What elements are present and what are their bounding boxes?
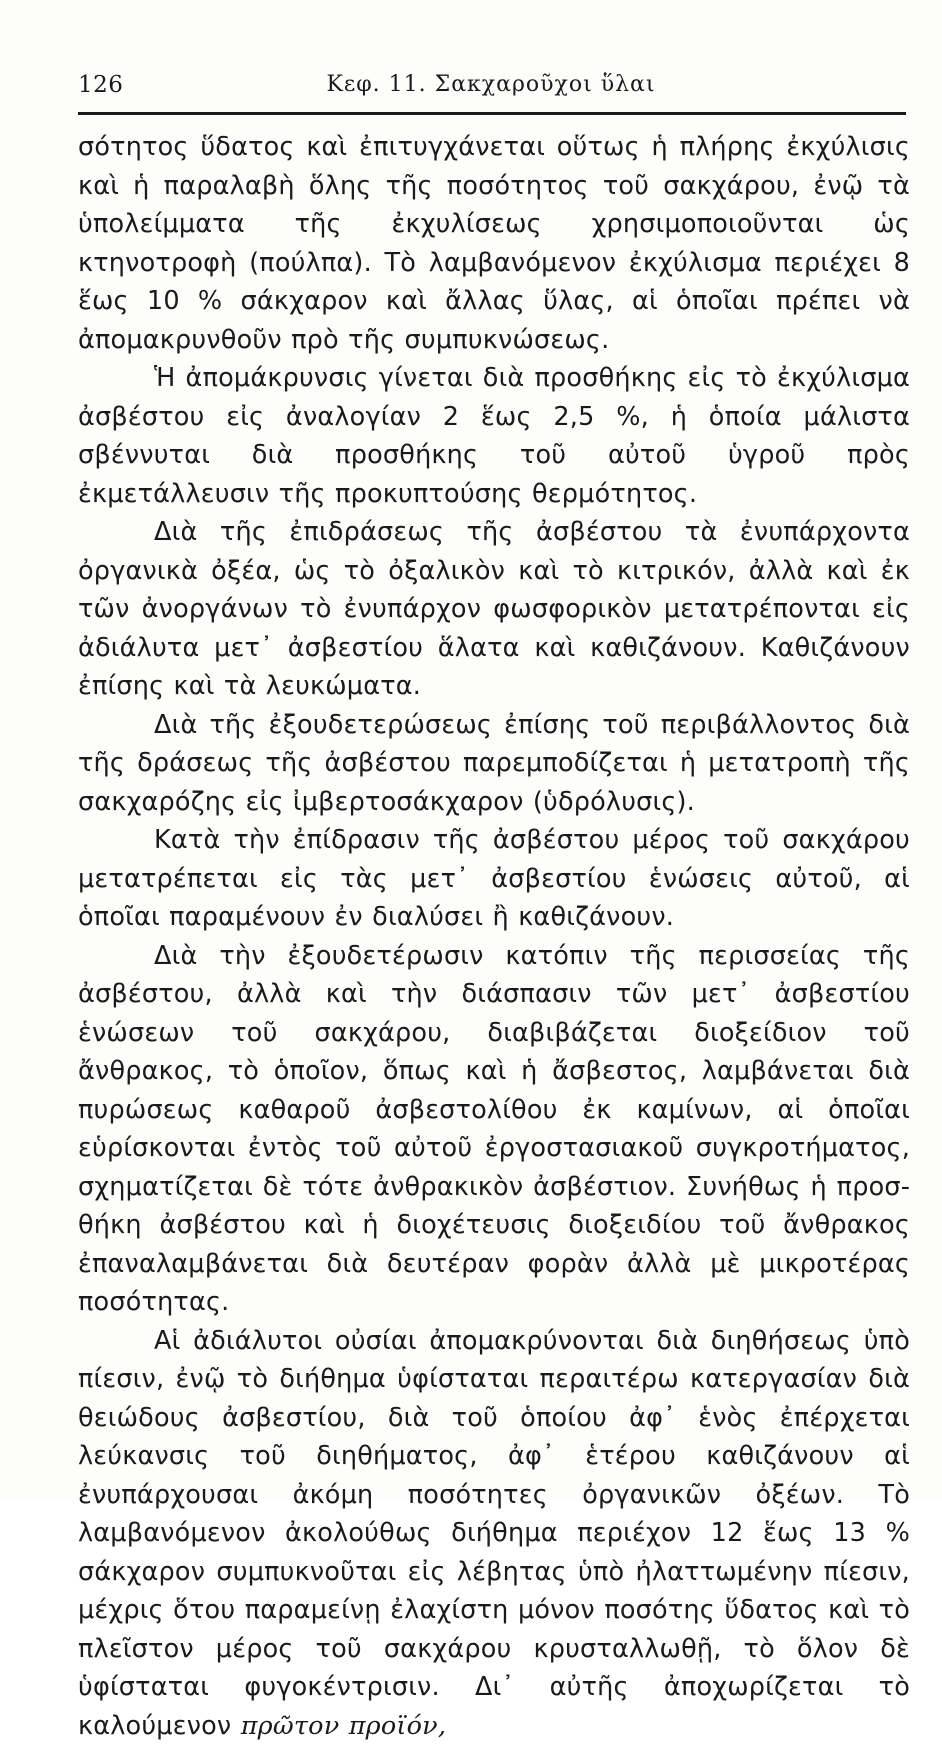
paragraph-last bbox=[78, 1322, 910, 1745]
paragraph: Κατὰ τὴν ἐπίδρασιν τῆς ἀσβέστου μέρος τοῦ σακχάρου μετατρέπεται εἰς τὰς μετ᾽ ἀσβεστίου ἑνώσεις αὐτοῦ, αἱ ὁποῖαι παραμένουν ἐν διαλύσει ἢ καθιζάνουν. bbox=[78, 821, 910, 937]
paragraph: σότητος ὕδατος καὶ ἐπιτυγχάνεται οὕτως ἡ πλήρης ἐκχύλισις καὶ ἡ παραλαβὴ ὅλης τῆς ποσότητος τοῦ σακχάρου, ἐνῷ τὰ ὑπολείμματα τῆς ἐκχυλίσεως χρησιμοποιοῦνται ὡς κτηνοτροφὴ (πούλπα). Τὸ λαμβανόμενον ἐκχύλισμα περιέχει 8 ἕως 10 % σάκχαρον καὶ ἄλλας ὕλας, αἱ ὁποῖαι πρέπει νὰ ἀπομακρυνθοῦν πρὸ τῆς συμπυκνώσεως. bbox=[78, 128, 910, 359]
page-number: 126 bbox=[78, 72, 123, 98]
paragraph: Διὰ τῆς ἐπιδράσεως τῆς ἀσβέστου τὰ ἐνυπάρχοντα ὀργανικὰ ὀξέα, ὡς τὸ ὀξαλικὸν καὶ τὸ κιτρικόν, ἀλλὰ καὶ ἐκ τῶν ἀνοργάνων τὸ ἐνυπάρχον φωσφορικὸν μετατρέπονται εἰς ἀδιάλυτα μετ᾽ ἀσβεστίου ἅλατα καὶ καθιζάνουν. Καθιζάνουν ἐπίσης καὶ τὰ λευκώματα. bbox=[78, 513, 910, 706]
paragraph: Ἡ ἀπομάκρυνσις γίνεται διὰ προσθήκης εἰς τὸ ἐκχύλισμα ἀσβέστου εἰς ἀναλογίαν 2 ἕως 2,5 %, ἡ ὁποία μάλιστα σβέννυται διὰ προσθήκης τοῦ αὐτοῦ ὑγροῦ πρὸς ἐκμετάλλευσιν τῆς προκυπτούσης θερμότητος. bbox=[78, 359, 910, 513]
paragraph: Διὰ τὴν ἐξουδετέρωσιν κατόπιν τῆς περισσείας τῆς ἀσβέστου, ἀλλὰ καὶ τὴν διάσπασιν τῶν μετ᾽ ἀσβεστίου ἑνώσεων τοῦ σακχάρου, διαβιβάζεται διοξείδιον τοῦ ἄνθρακος, τὸ ὁποῖον, ὅπως καὶ ἡ ἄσβεστος, λαμβάνεται διὰ πυρώσεως καθαροῦ ἀσβεστολίθου ἐκ καμίνων, αἱ ὁποῖαι εὑρίσκονται ἐντὸς τοῦ αὐτοῦ ἐργοστασιακοῦ συγκροτήματος, σχηματίζεται δὲ τότε ἀνθρακικὸν ἀσβέστιον. Συνήθως ἡ προσθήκη ἀσβέστου καὶ ἡ διοχέτευσις διοξειδίου τοῦ ἄνθρακος ἐπαναλαμβάνεται διὰ δευτέραν φορὰν ἀλλὰ μὲ μικροτέρας ποσότητας. bbox=[78, 937, 910, 1322]
running-head: Κεφ. 11. Σακχαροῦχοι ὕλαι bbox=[78, 72, 904, 97]
body-text bbox=[78, 128, 910, 1745]
page-header bbox=[78, 70, 904, 110]
italic-term: πρῶτον προϊόν, bbox=[241, 1711, 446, 1741]
header-rule bbox=[78, 112, 906, 115]
paragraph: Διὰ τῆς ἐξουδετερώσεως ἐπίσης τοῦ περιβάλλοντος διὰ τῆς δράσεως τῆς ἀσβέστου παρεμποδίζεται ἡ μετατροπὴ τῆς σακχαρόζης εἰς ἰμβερτοσάκχαρον (ὑδρόλυσις). bbox=[78, 706, 910, 822]
paragraph-text: Αἱ ἀδιάλυτοι οὐσίαι ἀπομακρύνονται διὰ διηθήσεως ὑπὸ πίεσιν, ἐνῷ τὸ διήθημα ὑφίσταται περαιτέρω κατεργασίαν διὰ θειώδους ἀσβεστίου, διὰ τοῦ ὁποίου ἀφ᾽ ἑνὸς ἐπέρχεται λεύκανσις τοῦ διηθήματος, ἀφ᾽ ἑτέρου καθιζάνουν αἱ ἐνυπάρχουσαι ἀκόμη ποσότητες ὀργανικῶν ὀξέων. Τὸ λαμβανόμενον ἀκολούθως διήθημα περιέχον 12 ἕως 13 % σάκχαρον συμπυκνοῦται εἰς λέβητας ὑπὸ ἠλαττωμένην πίεσιν, μέχρις ὅτου παραμείνῃ ἐλαχίστη μόνον ποσότης ὕδατος καὶ τὸ πλεῖστον μέρος τοῦ σακχάρου κρυσταλλωθῇ, τὸ ὅλον δὲ ὑφίσταται φυγοκέντρισιν. Δι᾽ αὐτῆς ἀποχωρίζεται τὸ καλούμενον bbox=[78, 1326, 910, 1741]
